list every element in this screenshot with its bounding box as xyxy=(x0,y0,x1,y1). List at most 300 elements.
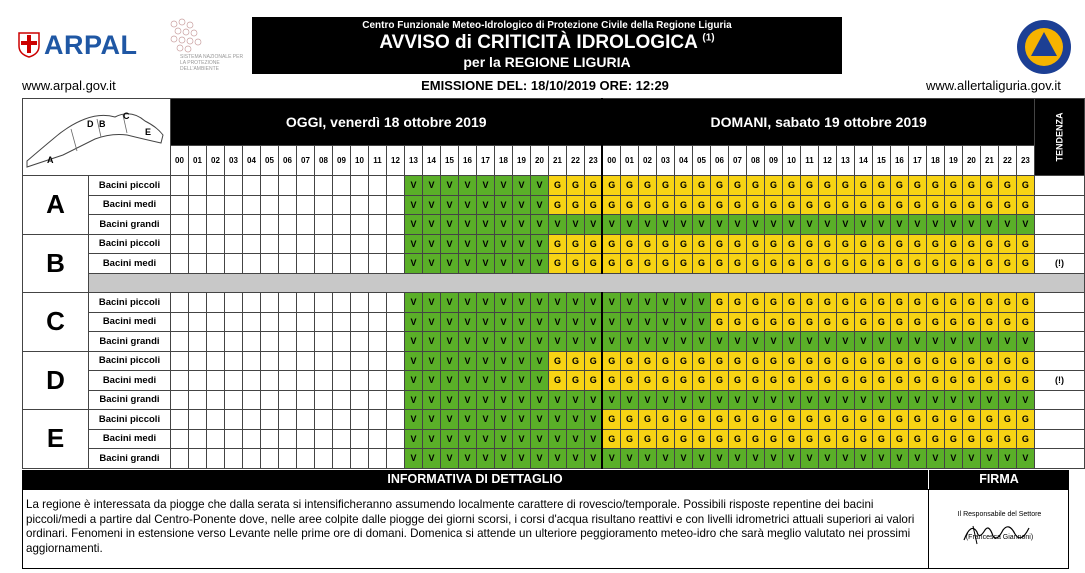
hour-cell: V xyxy=(764,390,782,410)
hour-cell: V xyxy=(926,215,944,235)
hour-cell: G xyxy=(944,312,962,332)
hour-cell xyxy=(242,410,260,430)
hour-cell: G xyxy=(800,429,818,449)
hour-cell xyxy=(242,254,260,274)
hour-cell: G xyxy=(962,293,980,313)
zone-map xyxy=(23,99,171,176)
firma-role: Il Responsabile del Settore xyxy=(957,511,1042,518)
hour-cell xyxy=(224,390,242,410)
hour-cell xyxy=(386,254,404,274)
hour-cell: G xyxy=(854,176,872,196)
hour-cell: G xyxy=(836,351,854,371)
title-banner xyxy=(252,17,842,74)
hour-cell: G xyxy=(1016,429,1034,449)
hour-cell: G xyxy=(656,429,674,449)
hour-cell: G xyxy=(800,234,818,254)
hour-cell: V xyxy=(638,390,656,410)
hour-cell: G xyxy=(980,371,998,391)
hour-cell: V xyxy=(494,351,512,371)
hour-cell: V xyxy=(746,390,764,410)
hour-cell: G xyxy=(836,293,854,313)
hour-cell xyxy=(260,449,278,469)
hour-cell: V xyxy=(548,449,566,469)
zone-label-d: D xyxy=(23,351,89,410)
hour-cell: G xyxy=(854,429,872,449)
hour-cell: V xyxy=(692,332,710,352)
hour-cell: V xyxy=(422,390,440,410)
zone-label-c: C xyxy=(23,293,89,352)
hour-cell: V xyxy=(566,390,584,410)
hour-cell xyxy=(188,410,206,430)
bacino-label: Bacini piccoli xyxy=(88,293,170,313)
bacino-label: Bacini piccoli xyxy=(88,351,170,371)
hour-cell: V xyxy=(674,215,692,235)
hour-cell: G xyxy=(944,410,962,430)
hour-cell: G xyxy=(800,195,818,215)
hour-cell: G xyxy=(980,351,998,371)
hour-cell: V xyxy=(494,195,512,215)
hour-cell: V xyxy=(404,215,422,235)
hour-cell xyxy=(170,176,188,196)
hour-cell: V xyxy=(458,176,476,196)
hour-cell xyxy=(260,215,278,235)
tendenza-cell xyxy=(1034,234,1084,254)
hour-cell: G xyxy=(674,410,692,430)
hour-cell xyxy=(314,195,332,215)
hour-cell: G xyxy=(872,293,890,313)
hour-cell: V xyxy=(476,195,494,215)
hour-cell: G xyxy=(908,410,926,430)
hour-cell: V xyxy=(530,215,548,235)
hour-cell: G xyxy=(872,429,890,449)
hour-cell: G xyxy=(548,234,566,254)
hour-label: 07 xyxy=(728,145,746,175)
hour-cell: G xyxy=(890,293,908,313)
hour-cell: V xyxy=(440,449,458,469)
hour-cell: G xyxy=(1016,351,1034,371)
hour-cell xyxy=(260,390,278,410)
hour-cell xyxy=(332,449,350,469)
hour-cell xyxy=(260,351,278,371)
hour-label: 07 xyxy=(296,145,314,175)
hour-cell: G xyxy=(944,429,962,449)
hour-cell: G xyxy=(908,234,926,254)
hour-cell xyxy=(260,410,278,430)
hour-cell: V xyxy=(440,215,458,235)
hour-cell: V xyxy=(494,390,512,410)
allertaliguria-url[interactable]: www.allertaliguria.gov.it xyxy=(926,78,1061,93)
hour-cell xyxy=(386,332,404,352)
map-zone-letter: C xyxy=(123,111,130,121)
hour-cell: G xyxy=(566,371,584,391)
hour-label: 09 xyxy=(332,145,350,175)
hour-cell xyxy=(296,351,314,371)
hour-cell xyxy=(278,351,296,371)
hour-cell xyxy=(278,254,296,274)
hour-cell xyxy=(332,351,350,371)
hour-cell: G xyxy=(728,312,746,332)
hour-label: 14 xyxy=(422,145,440,175)
hour-cell: V xyxy=(458,312,476,332)
hour-cell: G xyxy=(926,312,944,332)
hour-cell: V xyxy=(908,449,926,469)
hour-cell: V xyxy=(494,254,512,274)
hour-cell: V xyxy=(566,312,584,332)
hour-cell: V xyxy=(512,429,530,449)
hour-cell: G xyxy=(638,371,656,391)
hour-cell xyxy=(350,215,368,235)
hour-label: 05 xyxy=(260,145,278,175)
hour-cell: V xyxy=(530,234,548,254)
hour-cell: G xyxy=(980,293,998,313)
arpal-url[interactable]: www.arpal.gov.it xyxy=(22,78,116,93)
hour-cell: V xyxy=(584,390,602,410)
hour-cell xyxy=(170,293,188,313)
hour-cell xyxy=(188,215,206,235)
hour-cell: V xyxy=(908,332,926,352)
hour-cell: G xyxy=(656,195,674,215)
hour-cell: G xyxy=(800,293,818,313)
hour-label: 13 xyxy=(404,145,422,175)
hour-label: 00 xyxy=(170,145,188,175)
hour-cell: G xyxy=(908,176,926,196)
hour-cell: V xyxy=(512,351,530,371)
hour-cell xyxy=(260,429,278,449)
hour-cell xyxy=(332,410,350,430)
hour-cell xyxy=(206,215,224,235)
hour-cell: G xyxy=(890,234,908,254)
hour-cell: V xyxy=(494,371,512,391)
hour-cell: V xyxy=(422,293,440,313)
hour-cell xyxy=(242,176,260,196)
hour-cell: V xyxy=(854,390,872,410)
hour-cell: G xyxy=(962,312,980,332)
hour-cell: G xyxy=(782,293,800,313)
hour-cell: V xyxy=(422,234,440,254)
hour-cell: G xyxy=(872,410,890,430)
hour-cell xyxy=(368,254,386,274)
hour-cell: V xyxy=(692,312,710,332)
hour-cell: G xyxy=(566,351,584,371)
hour-cell xyxy=(332,293,350,313)
hour-cell xyxy=(242,390,260,410)
hour-cell xyxy=(260,234,278,254)
hour-label: 14 xyxy=(854,145,872,175)
hour-cell: V xyxy=(656,215,674,235)
hour-cell xyxy=(296,332,314,352)
hour-cell: G xyxy=(818,312,836,332)
hour-cell xyxy=(188,351,206,371)
hour-cell xyxy=(242,371,260,391)
hour-cell xyxy=(314,390,332,410)
hour-cell: G xyxy=(926,429,944,449)
bacino-label: Bacini piccoli xyxy=(88,176,170,196)
hour-cell: V xyxy=(818,332,836,352)
hour-cell xyxy=(170,429,188,449)
hour-cell: V xyxy=(998,390,1016,410)
hour-cell: G xyxy=(764,410,782,430)
hour-cell: G xyxy=(836,429,854,449)
hour-cell: G xyxy=(944,195,962,215)
hour-cell: V xyxy=(638,215,656,235)
bacino-label: Bacini grandi xyxy=(88,449,170,469)
hour-cell: G xyxy=(944,176,962,196)
hour-cell xyxy=(206,371,224,391)
hour-cell: G xyxy=(674,351,692,371)
hour-cell: V xyxy=(422,351,440,371)
hour-label: 01 xyxy=(620,145,638,175)
hour-cell: V xyxy=(404,254,422,274)
hour-cell: G xyxy=(800,254,818,274)
bacino-label: Bacini medi xyxy=(88,195,170,215)
hour-cell: V xyxy=(548,332,566,352)
hour-cell: G xyxy=(980,429,998,449)
hour-label: 16 xyxy=(890,145,908,175)
hour-cell: V xyxy=(584,429,602,449)
hour-cell: G xyxy=(800,410,818,430)
hour-cell: V xyxy=(548,312,566,332)
hour-cell: G xyxy=(620,176,638,196)
hour-cell: G xyxy=(638,351,656,371)
hour-cell xyxy=(188,312,206,332)
hour-cell: V xyxy=(782,390,800,410)
hour-cell: V xyxy=(512,371,530,391)
hour-cell xyxy=(206,234,224,254)
hour-cell: G xyxy=(800,371,818,391)
hour-cell xyxy=(170,371,188,391)
hour-cell: V xyxy=(674,390,692,410)
hour-cell: G xyxy=(566,176,584,196)
hour-cell: V xyxy=(800,449,818,469)
hour-cell: V xyxy=(422,176,440,196)
hour-cell xyxy=(332,195,350,215)
hour-cell xyxy=(260,293,278,313)
bacino-label: Bacini piccoli xyxy=(88,234,170,254)
hour-cell: G xyxy=(998,176,1016,196)
hour-cell: V xyxy=(440,410,458,430)
hour-cell: G xyxy=(872,371,890,391)
hour-cell: V xyxy=(458,293,476,313)
hour-cell xyxy=(278,390,296,410)
hour-cell: G xyxy=(746,195,764,215)
title-regione: per la REGIONE LIGURIA xyxy=(463,54,631,70)
hour-cell: G xyxy=(854,371,872,391)
hour-cell: G xyxy=(836,234,854,254)
tendenza-cell xyxy=(1034,351,1084,371)
hour-cell: V xyxy=(818,449,836,469)
hour-cell: G xyxy=(620,254,638,274)
hour-cell: G xyxy=(746,410,764,430)
hour-cell: V xyxy=(746,332,764,352)
hour-label: 18 xyxy=(926,145,944,175)
hour-cell: V xyxy=(674,332,692,352)
hour-cell: V xyxy=(980,332,998,352)
tendenza-cell xyxy=(1034,390,1084,410)
map-zone-letter: A xyxy=(47,155,54,165)
hour-cell: G xyxy=(710,351,728,371)
hour-cell xyxy=(314,312,332,332)
hour-cell: V xyxy=(962,390,980,410)
hour-cell: G xyxy=(818,429,836,449)
hour-cell: G xyxy=(746,234,764,254)
hour-cell xyxy=(386,215,404,235)
hour-label: 08 xyxy=(746,145,764,175)
hour-cell xyxy=(350,254,368,274)
hour-cell: G xyxy=(692,351,710,371)
hour-cell: V xyxy=(422,429,440,449)
hour-cell: V xyxy=(998,449,1016,469)
hour-label: 22 xyxy=(998,145,1016,175)
hour-cell xyxy=(206,410,224,430)
hour-cell: V xyxy=(980,215,998,235)
hour-cell xyxy=(170,449,188,469)
hour-cell xyxy=(296,254,314,274)
hour-cell: G xyxy=(692,254,710,274)
hour-cell: V xyxy=(512,449,530,469)
hour-cell: V xyxy=(530,195,548,215)
hour-cell: V xyxy=(458,371,476,391)
hour-cell: G xyxy=(872,312,890,332)
hour-cell: G xyxy=(980,176,998,196)
hour-label: 01 xyxy=(188,145,206,175)
tomorrow-header: DOMANI, sabato 19 ottobre 2019 xyxy=(602,99,1034,146)
hour-cell: V xyxy=(836,390,854,410)
hour-cell: V xyxy=(530,410,548,430)
hour-cell: V xyxy=(404,390,422,410)
hour-cell: G xyxy=(728,195,746,215)
hour-cell: G xyxy=(818,195,836,215)
hour-cell: V xyxy=(566,293,584,313)
hour-cell: G xyxy=(944,371,962,391)
hour-cell: G xyxy=(746,371,764,391)
hour-cell: G xyxy=(566,254,584,274)
hour-cell: V xyxy=(566,410,584,430)
title-footnote: (1) xyxy=(702,32,715,44)
hour-cell: V xyxy=(422,410,440,430)
hour-cell xyxy=(260,371,278,391)
hour-cell: V xyxy=(494,332,512,352)
hour-cell: V xyxy=(926,332,944,352)
hour-cell: G xyxy=(908,351,926,371)
zone-label-e: E xyxy=(23,410,89,469)
hour-cell: V xyxy=(782,215,800,235)
hour-cell: V xyxy=(494,293,512,313)
hour-cell xyxy=(278,293,296,313)
hour-cell: G xyxy=(854,254,872,274)
hour-cell xyxy=(170,351,188,371)
hour-cell: G xyxy=(782,176,800,196)
hour-cell: V xyxy=(854,215,872,235)
hour-cell xyxy=(206,429,224,449)
hour-label: 11 xyxy=(800,145,818,175)
hour-cell: V xyxy=(674,312,692,332)
hour-cell: V xyxy=(530,351,548,371)
hour-cell: V xyxy=(692,449,710,469)
hour-cell: V xyxy=(566,332,584,352)
hour-cell xyxy=(188,449,206,469)
hour-cell: G xyxy=(620,234,638,254)
snpa-logo xyxy=(168,18,250,76)
hour-cell: V xyxy=(476,332,494,352)
hour-cell: G xyxy=(620,351,638,371)
hour-cell xyxy=(188,254,206,274)
hour-cell xyxy=(260,195,278,215)
hour-cell xyxy=(350,410,368,430)
hour-cell xyxy=(170,312,188,332)
hour-cell: V xyxy=(440,332,458,352)
map-zone-letter: E xyxy=(145,127,152,137)
hour-cell: G xyxy=(746,176,764,196)
hour-cell: V xyxy=(584,312,602,332)
hour-cell: G xyxy=(548,195,566,215)
hour-cell: G xyxy=(926,351,944,371)
hour-cell: V xyxy=(422,371,440,391)
hour-cell: G xyxy=(674,254,692,274)
hour-cell: G xyxy=(602,351,620,371)
hour-cell: V xyxy=(494,234,512,254)
hour-cell: V xyxy=(494,449,512,469)
hour-cell xyxy=(314,410,332,430)
hour-cell: V xyxy=(944,215,962,235)
hour-cell: V xyxy=(674,449,692,469)
hour-label: 20 xyxy=(530,145,548,175)
hour-cell xyxy=(206,293,224,313)
hour-cell: V xyxy=(1016,332,1034,352)
hour-cell: V xyxy=(944,449,962,469)
hour-cell xyxy=(224,293,242,313)
hour-cell xyxy=(188,293,206,313)
hour-cell: V xyxy=(440,176,458,196)
hour-cell: G xyxy=(854,195,872,215)
hour-cell: V xyxy=(476,254,494,274)
hour-cell: G xyxy=(908,293,926,313)
hour-cell: V xyxy=(800,390,818,410)
hour-cell: V xyxy=(476,371,494,391)
hour-cell: G xyxy=(872,254,890,274)
hour-cell: G xyxy=(638,254,656,274)
hour-cell: V xyxy=(692,215,710,235)
hour-label: 11 xyxy=(368,145,386,175)
hour-cell: G xyxy=(728,410,746,430)
hour-cell: V xyxy=(890,390,908,410)
hour-cell: V xyxy=(1016,449,1034,469)
hour-cell: G xyxy=(908,195,926,215)
hour-cell: V xyxy=(620,293,638,313)
hour-cell xyxy=(350,332,368,352)
hour-label: 10 xyxy=(782,145,800,175)
hour-cell: G xyxy=(782,195,800,215)
hour-cell: G xyxy=(602,429,620,449)
hour-cell: V xyxy=(512,215,530,235)
hour-cell: G xyxy=(962,410,980,430)
hour-cell xyxy=(206,332,224,352)
hour-cell xyxy=(386,449,404,469)
hour-cell: G xyxy=(1016,254,1034,274)
hour-cell: V xyxy=(458,215,476,235)
hour-cell xyxy=(368,215,386,235)
hour-cell: G xyxy=(746,254,764,274)
tendenza-cell: (!) xyxy=(1034,371,1084,391)
hour-cell: V xyxy=(854,449,872,469)
hour-label: 17 xyxy=(476,145,494,175)
hour-cell: V xyxy=(692,390,710,410)
tendenza-header: TENDENZA xyxy=(1034,99,1084,176)
hour-cell xyxy=(350,293,368,313)
hour-cell xyxy=(206,351,224,371)
hour-label: 09 xyxy=(764,145,782,175)
hour-cell xyxy=(350,351,368,371)
hour-cell: V xyxy=(692,293,710,313)
